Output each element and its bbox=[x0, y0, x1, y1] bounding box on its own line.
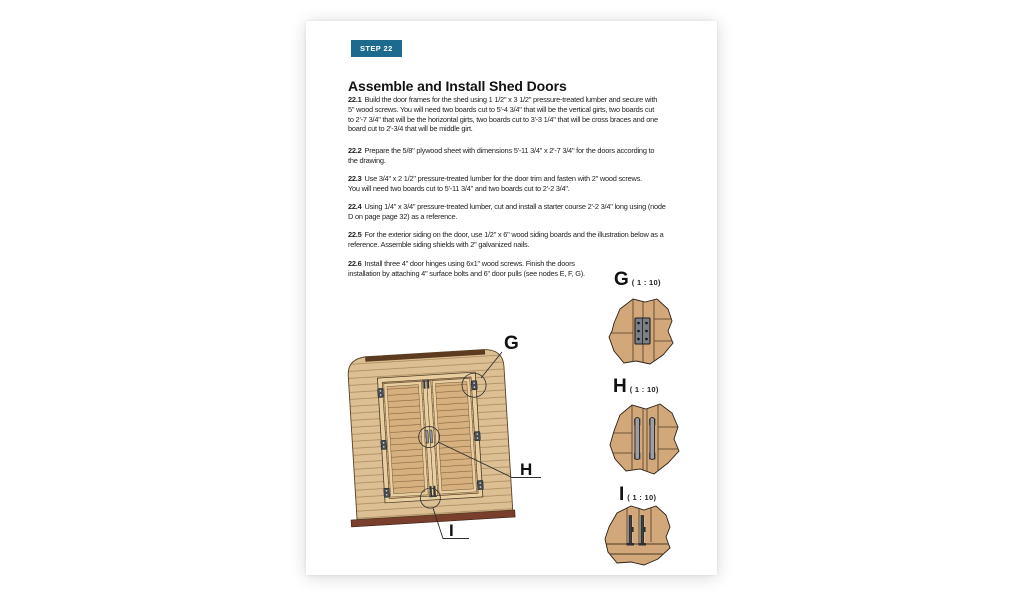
callout-label-i: I bbox=[449, 521, 454, 540]
detail-i-figure bbox=[598, 499, 678, 573]
paragraph-line: For the exterior siding on the door, use 1/2" x 6" wood siding boards and the illustration below as a bbox=[364, 230, 664, 239]
detail-h-letter: H bbox=[613, 376, 627, 397]
document-page bbox=[306, 21, 717, 575]
paragraph-line: Using 1/4" x 3/4" pressure-treated lumber, cut and install a starter course 2'-2 3/4" long using (node bbox=[364, 202, 666, 211]
paragraph-line: Use 3/4" x 2 1/2" pressure-treated lumber for the door trim and fasten with 2" wood screws. bbox=[364, 174, 642, 183]
surface-bolt-left bbox=[627, 516, 635, 546]
instruction-paragraph-22-3 bbox=[348, 174, 642, 194]
surface-bolt-right bbox=[639, 516, 647, 546]
step-number: 22.5 bbox=[348, 230, 362, 239]
detail-h-scale: ( 1 : 10) bbox=[629, 385, 659, 394]
step-number: 22.1 bbox=[348, 95, 362, 104]
step-badge bbox=[351, 40, 402, 57]
callout-label-h: H bbox=[520, 460, 533, 479]
paragraph-line: Prepare the 5/8" plywood sheet with dimensions 5'-11 3/4" x 2'-7 3/4" for the doors according to bbox=[364, 146, 655, 155]
paragraph-line: reference. Assemble siding shields with 2" galvanized nails. bbox=[348, 239, 530, 249]
step-number: 22.3 bbox=[348, 174, 362, 183]
step-number: 22.4 bbox=[348, 202, 362, 211]
paragraph-line: Build the door frames for the shed using 1 1/2" x 3 1/2" pressure-treated lumber and secure with bbox=[364, 95, 658, 104]
door-pull-right bbox=[650, 418, 656, 460]
detail-h-label bbox=[613, 377, 659, 396]
instruction-paragraph-22-2 bbox=[348, 146, 654, 166]
paragraph-line: the drawing. bbox=[348, 155, 386, 165]
callout-label-g: G bbox=[504, 333, 519, 354]
paragraph-line: 5" wood screws. You will need two boards cut to 5'-4 3/4" that will be the vertical girts, two boards cut bbox=[348, 104, 655, 114]
instruction-paragraph-22-4 bbox=[348, 202, 666, 222]
detail-g-figure bbox=[600, 289, 684, 375]
door-pull-left bbox=[635, 418, 641, 460]
detail-g-scale: ( 1 : 10) bbox=[631, 278, 661, 287]
paragraph-line: D on page page 32) as a reference. bbox=[348, 211, 458, 221]
step-badge-label: STEP 22 bbox=[360, 44, 393, 53]
paragraph-line: Install three 4" door hinges using 6x1" wood screws. Finish the doors bbox=[364, 259, 575, 268]
paragraph-line: to 2'-7 3/4" that will be the horizontal girts, two boards cut to 3'-3 1/4" that will be cross braces and one bbox=[348, 114, 658, 124]
paragraph-line: installation by attaching 4" surface bolts and 6" door pulls (see nodes E, F, G). bbox=[348, 268, 585, 278]
detail-i-scale: ( 1 : 10) bbox=[627, 493, 657, 502]
instruction-paragraph-22-1 bbox=[348, 95, 658, 134]
step-number: 22.6 bbox=[348, 259, 362, 268]
instruction-paragraph-22-6 bbox=[348, 259, 585, 279]
detail-g-label bbox=[614, 270, 661, 289]
detail-i-letter: I bbox=[619, 484, 625, 505]
detail-g-letter: G bbox=[614, 269, 629, 290]
instruction-paragraph-22-5 bbox=[348, 230, 663, 250]
page-title: Assemble and Install Shed Doors bbox=[348, 78, 567, 94]
paragraph-line: You will need two boards cut to 5'-11 3/4" and two boards cut to 2'-2 3/4". bbox=[348, 183, 570, 193]
step-number: 22.2 bbox=[348, 146, 362, 155]
paragraph-line: board cut to 2'-3/4 that will be middle girt. bbox=[348, 124, 473, 134]
detail-h-figure bbox=[602, 395, 688, 485]
shed-doors-illustration bbox=[340, 325, 570, 575]
